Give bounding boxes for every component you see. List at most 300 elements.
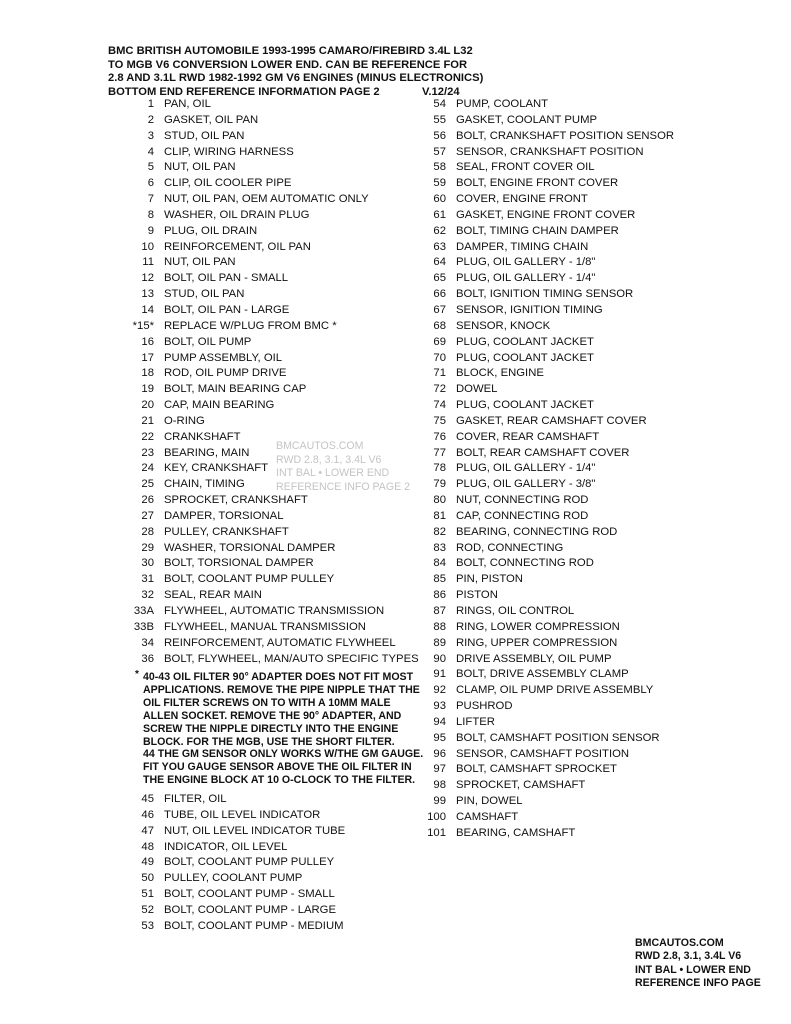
part-row [108, 541, 438, 557]
part-description: COVER, ENGINE FRONT [456, 193, 588, 206]
part-description: PISTON [456, 589, 498, 602]
part-row [420, 715, 780, 731]
part-number: 80 [433, 494, 446, 507]
part-row [108, 192, 438, 208]
part-description: PLUG, COOLANT JACKET [456, 399, 594, 412]
part-row [420, 588, 780, 604]
part-number: 50 [141, 872, 154, 885]
part-number: 88 [433, 620, 446, 633]
part-description: DAMPER, TIMING CHAIN [456, 240, 589, 253]
part-row [108, 145, 438, 161]
part-row [420, 145, 780, 161]
part-row [420, 351, 780, 367]
note-asterisk: * [135, 669, 139, 680]
part-row [420, 366, 780, 382]
part-row [420, 525, 780, 541]
footer-line: INT BAL • LOWER END [635, 963, 751, 976]
part-row [420, 794, 780, 810]
part-number: 31 [141, 573, 154, 586]
part-row [420, 303, 780, 319]
part-number: 2 [147, 113, 154, 126]
part-description: SPROCKET, CRANKSHAFT [164, 494, 308, 507]
part-description: ROD, OIL PUMP DRIVE [164, 367, 287, 380]
part-row [108, 176, 438, 192]
part-number: 84 [433, 557, 446, 570]
part-description: BOLT, OIL PAN - SMALL [164, 272, 289, 285]
part-number: 82 [433, 525, 446, 538]
part-description: COVER, REAR CAMSHAFT [456, 430, 600, 443]
part-row [108, 287, 438, 303]
part-number: 45 [141, 793, 154, 805]
part-row [108, 414, 438, 430]
part-row [420, 683, 780, 699]
part-row [108, 588, 438, 604]
part-row [420, 287, 780, 303]
part-number: 36 [141, 652, 154, 665]
part-row [108, 113, 438, 129]
part-number: 10 [141, 240, 154, 253]
part-description: KEY, CRANKSHAFT [164, 462, 268, 475]
part-description: SENSOR, KNOCK [456, 319, 551, 332]
part-description: BOLT, COOLANT PUMP - MEDIUM [164, 919, 344, 932]
part-description: BOLT, TORSIONAL DAMPER [164, 557, 314, 570]
part-row [420, 208, 780, 224]
part-description: PLUG, OIL GALLERY - 3/8" [456, 478, 596, 491]
part-row [420, 224, 780, 240]
part-number: 53 [141, 919, 154, 932]
part-description: CHAIN, TIMING [164, 478, 245, 491]
part-row [108, 129, 438, 145]
part-number: 65 [433, 272, 446, 285]
footer-stamp [635, 937, 761, 991]
header-line: TO MGB V6 CONVERSION LOWER END. CAN BE REFERENCE FOR [108, 58, 468, 71]
part-number: 33A [133, 605, 154, 617]
part-row [420, 652, 780, 668]
part-description: BOLT, CONNECTING ROD [456, 557, 594, 570]
part-description: CAMSHAFT [456, 810, 519, 823]
part-number: 70 [433, 351, 446, 364]
parts-list-left-lower [108, 792, 438, 935]
part-description: BLOCK, ENGINE [456, 367, 544, 380]
part-number: 68 [433, 319, 446, 332]
part-description: GASKET, COOLANT PUMP [456, 113, 598, 126]
part-number: 26 [141, 494, 154, 507]
part-number: 33B [133, 620, 154, 633]
part-description: O-RING [164, 414, 205, 427]
part-number: 54 [433, 98, 446, 110]
part-description: PAN, OIL [164, 98, 211, 110]
part-number: 32 [141, 589, 154, 602]
part-row [108, 271, 438, 287]
part-number: 96 [433, 747, 446, 760]
part-row [108, 366, 438, 382]
part-description: REINFORCEMENT, AUTOMATIC FLYWHEEL [164, 636, 396, 649]
part-description: BOLT, CAMSHAFT SPROCKET [456, 763, 617, 776]
part-row [108, 509, 438, 525]
part-description: PLUG, OIL GALLERY - 1/4" [456, 462, 596, 475]
part-number: 63 [433, 240, 446, 253]
part-description: BOLT, OIL PAN - LARGE [164, 303, 290, 316]
part-row [108, 855, 438, 871]
part-number: 71 [433, 367, 446, 380]
part-row [108, 840, 438, 856]
part-row [108, 240, 438, 256]
part-row [420, 541, 780, 557]
part-description: SENSOR, CRANKSHAFT POSITION [456, 145, 644, 158]
part-number: 24 [141, 462, 154, 475]
part-row [420, 446, 780, 462]
part-number: 52 [141, 903, 154, 916]
part-description: CRANKSHAFT [164, 430, 241, 443]
part-number: 51 [141, 888, 154, 901]
note-line: BLOCK. FOR THE MGB, USE THE SHORT FILTER. [143, 735, 395, 748]
part-row [420, 778, 780, 794]
part-number: 78 [433, 462, 446, 475]
part-description: FLYWHEEL, MANUAL TRANSMISSION [164, 620, 366, 633]
part-description: SPROCKET, CAMSHAFT [456, 779, 586, 792]
part-description: BOLT, CRANKSHAFT POSITION SENSOR [456, 129, 675, 142]
note-line: 44 THE GM SENSOR ONLY WORKS W/THE GM GAUGE. [143, 748, 424, 761]
part-row [108, 382, 438, 398]
part-description: PUMP ASSEMBLY, OIL [164, 351, 283, 364]
part-description: PLUG, COOLANT JACKET [456, 335, 594, 348]
part-description: REPLACE W/PLUG FROM BMC * [164, 319, 337, 332]
part-description: RINGS, OIL CONTROL [456, 605, 575, 617]
part-row [420, 493, 780, 509]
part-description: NUT, OIL PAN [164, 256, 236, 269]
header-line: 2.8 AND 3.1L RWD 1982-1992 GM V6 ENGINES (MINUS ELECTRONICS) [108, 72, 484, 85]
part-number: 23 [141, 446, 154, 459]
part-row [108, 335, 438, 351]
part-row [420, 335, 780, 351]
part-row [420, 810, 780, 826]
part-description: PIN, DOWEL [456, 795, 523, 808]
part-number: 100 [427, 810, 446, 823]
part-number: 90 [433, 652, 446, 665]
part-description: LIFTER [456, 715, 495, 728]
part-description: PULLEY, CRANKSHAFT [164, 525, 289, 538]
part-row [108, 224, 438, 240]
part-number: 83 [433, 541, 446, 554]
part-description: BEARING, CONNECTING ROD [456, 525, 618, 538]
oil-filter-note [135, 669, 443, 787]
part-description: PULLEY, COOLANT PUMP [164, 872, 303, 885]
part-description: DRIVE ASSEMBLY, OIL PUMP [456, 652, 612, 665]
part-description: BOLT, COOLANT PUMP - LARGE [164, 903, 337, 916]
part-number: 30 [141, 557, 154, 570]
part-description: SENSOR, CAMSHAFT POSITION [456, 747, 630, 760]
part-description: BOLT, TIMING CHAIN DAMPER [456, 224, 619, 237]
part-description: STUD, OIL PAN [164, 129, 245, 142]
part-row [420, 319, 780, 335]
part-number: 19 [141, 383, 154, 396]
part-row [108, 652, 438, 668]
part-number: 92 [433, 684, 446, 697]
part-number: 99 [433, 795, 446, 808]
part-row [420, 192, 780, 208]
part-description: BEARING, MAIN [164, 446, 250, 459]
part-description: DOWEL [456, 383, 498, 396]
part-number: 6 [147, 177, 154, 190]
part-number: 29 [141, 541, 154, 554]
part-number: 93 [433, 700, 446, 713]
part-number: 97 [433, 763, 446, 776]
part-row [420, 636, 780, 652]
part-row [108, 792, 438, 808]
part-description: WASHER, TORSIONAL DAMPER [164, 541, 336, 554]
part-row [108, 604, 438, 620]
part-row [420, 129, 780, 145]
part-row [420, 414, 780, 430]
part-row [420, 176, 780, 192]
part-number: 34 [141, 636, 154, 649]
part-number: 55 [433, 113, 446, 126]
part-row [108, 572, 438, 588]
part-description: PLUG, OIL GALLERY - 1/4" [456, 272, 596, 285]
part-description: BOLT, FLYWHEEL, MAN/AUTO SPECIFIC TYPES [164, 652, 419, 665]
part-description: GASKET, REAR CAMSHAFT COVER [456, 414, 647, 427]
part-description: SEAL, FRONT COVER OIL [456, 161, 595, 174]
part-row [420, 255, 780, 271]
part-row [108, 97, 438, 113]
part-number: 72 [433, 383, 446, 396]
part-row [420, 509, 780, 525]
part-number: 11 [142, 256, 154, 269]
part-number: 94 [433, 715, 446, 728]
part-description: NUT, OIL LEVEL INDICATOR TUBE [164, 824, 346, 837]
part-number: 69 [433, 335, 446, 348]
part-description: REINFORCEMENT, OIL PAN [164, 240, 311, 253]
part-description: FLYWHEEL, AUTOMATIC TRANSMISSION [164, 605, 385, 617]
part-number: 21 [141, 414, 154, 427]
part-row [108, 903, 438, 919]
part-row [420, 572, 780, 588]
part-number: 56 [433, 129, 446, 142]
part-description: BOLT, MAIN BEARING CAP [164, 383, 307, 396]
part-description: CAP, MAIN BEARING [164, 399, 275, 412]
note-line: THE ENGINE BLOCK AT 10 O-CLOCK TO THE FILTER. [143, 774, 416, 787]
watermark-line: RWD 2.8, 3.1, 3.4L V6 [276, 453, 382, 466]
part-row [108, 636, 438, 652]
part-row [420, 477, 780, 493]
part-row [108, 319, 438, 335]
part-description: PLUG, OIL DRAIN [164, 224, 258, 237]
part-row [108, 808, 438, 824]
part-number: 61 [433, 208, 446, 221]
part-description: WASHER, OIL DRAIN PLUG [164, 208, 310, 221]
part-description: NUT, OIL PAN [164, 161, 236, 174]
part-number: 86 [433, 589, 446, 602]
part-number: 1 [147, 98, 154, 110]
part-number: 18 [141, 367, 154, 380]
part-number: 9 [147, 224, 154, 237]
part-row [420, 667, 780, 683]
part-number: 76 [433, 430, 446, 443]
part-number: *15* [132, 319, 154, 332]
part-number: 27 [141, 509, 154, 522]
part-number: 60 [433, 193, 446, 206]
part-number: 74 [433, 399, 446, 412]
watermark-line: REFERENCE INFO PAGE 2 [276, 480, 411, 493]
part-description: RING, UPPER COMPRESSION [456, 636, 618, 649]
part-row [420, 160, 780, 176]
part-number: 98 [433, 779, 446, 792]
part-row [108, 208, 438, 224]
part-description: PUMP, COOLANT [456, 98, 549, 110]
part-number: 8 [147, 208, 154, 221]
part-description: SENSOR, IGNITION TIMING [456, 303, 603, 316]
part-number: 81 [433, 509, 446, 522]
part-description: DAMPER, TORSIONAL [164, 509, 284, 522]
document-header [108, 45, 488, 99]
part-description: SEAL, REAR MAIN [164, 589, 262, 602]
part-number: 85 [433, 573, 446, 586]
part-description: CLIP, WIRING HARNESS [164, 145, 294, 158]
part-number: 58 [433, 161, 446, 174]
part-description: CLIP, OIL COOLER PIPE [164, 177, 292, 190]
part-description: BOLT, COOLANT PUMP PULLEY [164, 573, 335, 586]
part-number: 95 [433, 731, 446, 744]
part-row [420, 826, 780, 842]
watermark [276, 440, 410, 494]
note-line: OIL FILTER SCREWS ON TO WITH A 10MM MALE [143, 696, 391, 709]
part-number: 101 [427, 826, 446, 839]
part-row [420, 382, 780, 398]
part-number: 3 [147, 129, 154, 142]
part-number: 59 [433, 177, 446, 190]
part-number: 75 [433, 414, 446, 427]
header-line: BOTTOM END REFERENCE INFORMATION PAGE 2 [108, 85, 380, 98]
part-number: 17 [141, 351, 154, 364]
part-description: INDICATOR, OIL LEVEL [164, 840, 288, 853]
part-number: 89 [433, 636, 446, 649]
part-row [108, 398, 438, 414]
part-description: BOLT, ENGINE FRONT COVER [456, 177, 619, 190]
part-number: 57 [433, 145, 446, 158]
part-row [420, 699, 780, 715]
part-description: BOLT, OIL PUMP [164, 335, 252, 348]
part-description: BOLT, CAMSHAFT POSITION SENSOR [456, 731, 660, 744]
part-description: CLAMP, OIL PUMP DRIVE ASSEMBLY [456, 684, 654, 697]
part-row [420, 461, 780, 477]
part-row [420, 620, 780, 636]
part-row [108, 620, 438, 636]
part-description: STUD, OIL PAN [164, 288, 245, 301]
part-row [420, 430, 780, 446]
note-line: FIT YOU GAUGE SENSOR ABOVE THE OIL FILTER IN [143, 761, 412, 774]
part-number: 22 [141, 430, 154, 443]
part-description: PLUG, OIL GALLERY - 1/8" [456, 256, 596, 269]
part-description: GASKET, ENGINE FRONT COVER [456, 208, 636, 221]
part-row [108, 556, 438, 572]
part-description: PLUG, COOLANT JACKET [456, 351, 594, 364]
part-number: 87 [433, 605, 446, 617]
part-description: BOLT, REAR CAMSHAFT COVER [456, 446, 630, 459]
part-description: TUBE, OIL LEVEL INDICATOR [164, 808, 321, 821]
part-number: 77 [433, 446, 446, 459]
part-row [108, 887, 438, 903]
part-number: 12 [141, 272, 154, 285]
part-number: 49 [141, 856, 154, 869]
part-row [420, 747, 780, 763]
part-row [108, 160, 438, 176]
part-number: 20 [141, 399, 154, 412]
part-description: BEARING, CAMSHAFT [456, 826, 576, 839]
part-row [108, 303, 438, 319]
part-description: PIN, PISTON [456, 573, 523, 586]
part-description: NUT, OIL PAN, OEM AUTOMATIC ONLY [164, 193, 369, 206]
part-row [420, 113, 780, 129]
part-row [420, 762, 780, 778]
part-number: 7 [147, 193, 154, 206]
part-number: 67 [433, 303, 446, 316]
watermark-line: INT BAL • LOWER END [276, 467, 390, 480]
part-number: 91 [433, 668, 446, 681]
part-number: 79 [433, 478, 446, 491]
part-number: 28 [141, 525, 154, 538]
part-number: 14 [141, 303, 154, 316]
part-description: BOLT, COOLANT PUMP - SMALL [164, 888, 335, 901]
note-line: SCREW THE NIPPLE DIRECTLY INTO THE ENGINE [143, 722, 399, 735]
part-row [108, 919, 438, 935]
part-number: 47 [141, 824, 154, 837]
part-number: 4 [147, 145, 154, 158]
note-line: 40-43 OIL FILTER 90° ADAPTER DOES NOT FIT MOST [143, 671, 414, 683]
note-line: APPLICATIONS. REMOVE THE PIPE NIPPLE THAT THE [143, 683, 420, 696]
part-description: ROD, CONNECTING [456, 541, 564, 554]
part-row [108, 824, 438, 840]
parts-list-right [420, 97, 780, 842]
part-description: PUSHROD [456, 700, 513, 713]
note-line: ALLEN SOCKET. REMOVE THE 90° ADAPTER, AND [143, 709, 402, 722]
part-number: 16 [141, 335, 154, 348]
part-row [420, 398, 780, 414]
part-row [108, 871, 438, 887]
part-row [108, 255, 438, 271]
part-number: 66 [433, 288, 446, 301]
part-row [420, 556, 780, 572]
part-description: BOLT, COOLANT PUMP PULLEY [164, 856, 335, 869]
header-line: BMC BRITISH AUTOMOBILE 1993-1995 CAMARO/FIREBIRD 3.4L L32 [108, 45, 473, 57]
part-description: NUT, CONNECTING ROD [456, 494, 589, 507]
part-number: 5 [147, 161, 154, 174]
parts-list-left [108, 97, 438, 667]
part-row [420, 271, 780, 287]
part-description: CAP, CONNECTING ROD [456, 509, 589, 522]
part-description: BOLT, DRIVE ASSEMBLY CLAMP [456, 668, 629, 681]
watermark-line: BMCAUTOS.COM [276, 440, 364, 452]
part-row [108, 493, 438, 509]
part-row [420, 604, 780, 620]
part-description: BOLT, IGNITION TIMING SENSOR [456, 288, 634, 301]
part-row [420, 240, 780, 256]
part-row [108, 525, 438, 541]
part-number: 13 [141, 288, 154, 301]
part-description: GASKET, OIL PAN [164, 113, 259, 126]
part-number: 64 [433, 256, 446, 269]
part-description: FILTER, OIL [164, 793, 227, 805]
part-description: RING, LOWER COMPRESSION [456, 620, 620, 633]
part-row [108, 351, 438, 367]
part-number: 25 [141, 478, 154, 491]
part-number: 62 [433, 224, 446, 237]
part-row [420, 97, 780, 113]
footer-line: BMCAUTOS.COM [635, 937, 724, 949]
version-label: V.12/24 [422, 85, 460, 98]
part-number: 46 [141, 808, 154, 821]
part-row [420, 731, 780, 747]
part-number: 48 [141, 840, 154, 853]
